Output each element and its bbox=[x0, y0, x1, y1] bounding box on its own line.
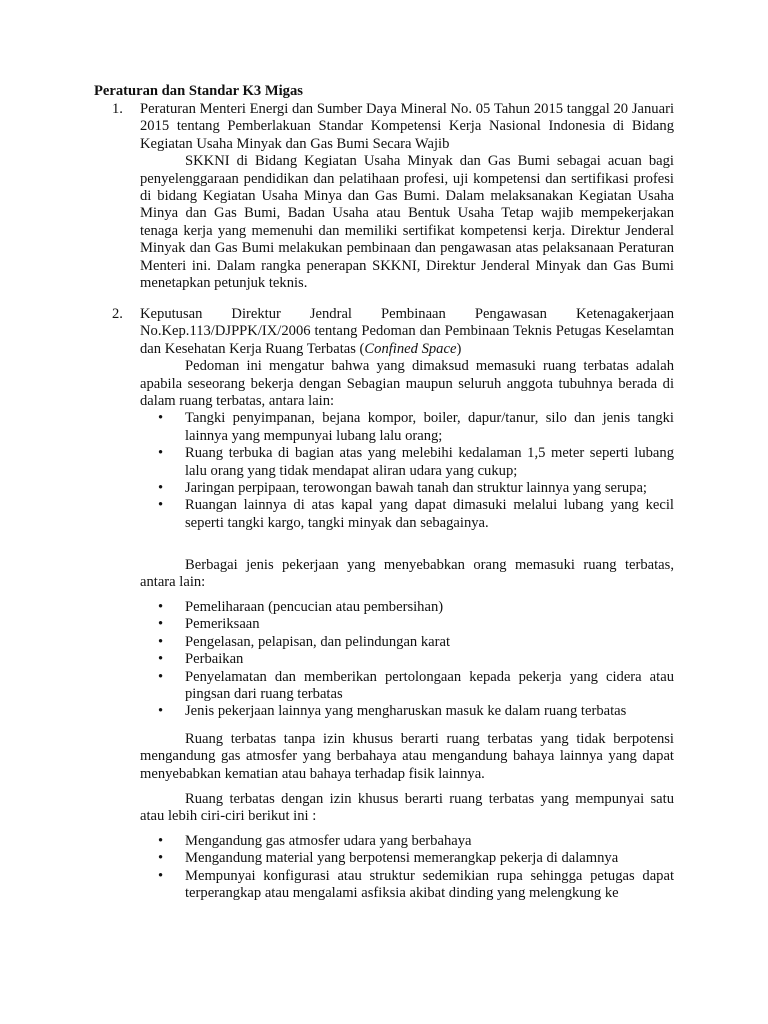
bullet-icon: • bbox=[158, 651, 164, 668]
heading-italic: Confined Space bbox=[364, 340, 457, 357]
item-1-heading: Peraturan Menteri Energi dan Sumber Daya Mineral No. 05 Tahun 2015 tanggal 20 Januari 2015 tentang Pemberlakuan Standar Kompetensi Kerja Nasional Indonesia di Bidang Kegiatan Usaha Minyak dan Gas Bumi Secara Wajib bbox=[140, 101, 674, 152]
bullet-list-3 bbox=[140, 833, 674, 903]
list-item-2 bbox=[112, 306, 674, 532]
list-item: • Penyelamatan dan memberikan pertolongaan kepada pekerja yang cidera atau pingsan dari ruang terbatas bbox=[158, 668, 674, 703]
list-item: • Jenis pekerjaan lainnya yang mengharuskan masuk ke dalam ruang terbatas bbox=[158, 703, 627, 720]
bullet-icon: • bbox=[158, 633, 164, 650]
heading-close: ) bbox=[456, 340, 462, 357]
list-item: • Pemeliharaan (pencucian atau pembersihan) bbox=[158, 599, 444, 615]
bullet-list-2 bbox=[140, 599, 674, 721]
bullet-icon: • bbox=[158, 668, 164, 685]
bullet-icon: • bbox=[158, 703, 164, 720]
bullet-icon: • bbox=[158, 410, 164, 427]
list-item: • Mempunyai konfigurasi atau struktur sedemikian rupa sehingga petugas dapat terperangkap atau mengalami asfiksia akibat dinding yang melengkung ke bbox=[158, 867, 674, 902]
heading-text: Keputusan Direktur Jendral Pembinaan Pengawasan Ketenagakerjaan No.Kep.113/DJPPK/IX/2006 tentang Pedoman dan Pembinaan Teknis Petugas Keselamtan dan Kesehatan Kerja Ruang Terbatas ( bbox=[140, 306, 674, 357]
item-2-paragraph-1: Pedoman ini mengatur bahwa yang dimaksud memasuki ruang terbatas adalah apabila seseorang bekerja dengan Sebagian maupun seluruh anggota tubuhnya berada di dalam ruang terbatas, antara lain: bbox=[140, 358, 674, 410]
bullet-list-3-wrap bbox=[140, 833, 674, 903]
document-title: Peraturan dan Standar K3 Migas bbox=[94, 83, 303, 99]
item-2-paragraph-3: Ruang terbatas tanpa izin khusus berarti ruang terbatas yang tidak berpotensi mengandung gas atmosfer yang berbahaya atau mengandung bahaya lainnya yang dapat menyebabkan kematian atau bahaya terhadap fisik lainnya. bbox=[140, 731, 674, 782]
bullet-icon: • bbox=[158, 480, 164, 497]
bullet-icon: • bbox=[158, 445, 164, 462]
item-number: 1. bbox=[112, 101, 123, 117]
list-item: • Mengandung gas atmosfer udara yang berbahaya bbox=[158, 833, 472, 849]
bullet-icon: • bbox=[158, 599, 164, 615]
list-item: • Ruang terbuka di bagian atas yang melebihi kedalaman 1,5 meter seperti lubang lalu orang yang tidak mendapat aliran udara yang cukup; bbox=[158, 445, 674, 479]
list-item: • Mengandung material yang berpotensi memerangkap pekerja di dalamnya bbox=[158, 850, 619, 867]
bullet-list-1 bbox=[140, 410, 674, 532]
list-item: • Pengelasan, pelapisan, dan pelindungan karat bbox=[158, 633, 451, 650]
bullet-icon: • bbox=[158, 833, 164, 849]
bullet-list-2-wrap bbox=[140, 599, 674, 721]
bullet-icon: • bbox=[158, 616, 164, 633]
list-item: • Tangki penyimpanan, bejana kompor, boiler, dapur/tanur, silo dan jenis tangki lainnya yang mempunyai lubang lalu orang; bbox=[158, 410, 674, 444]
item-2-paragraph-2: Berbagai jenis pekerjaan yang menyebabkan orang memasuki ruang terbatas, antara lain: bbox=[140, 557, 674, 591]
item-1-paragraph: SKKNI di Bidang Kegiatan Usaha Minyak dan Gas Bumi sebagai acuan bagi penyelenggaraan pendidikan dan pelatihaan profesi, uji kompetensi dan sertifikasi profesi di bidang Kegiatan Usaha Minya dan Gas Bumi. Dalam melaksanakan Kegiatan Usaha Minya dan Gas Bumi, Badan Usaha atau Bentuk Usaha Tetap wajib mempekerjakan tenaga kerja yang memenuhi dan memiliki sertifikat kompetensi kerja. Direktur Jenderal Minyak dan Gas Bumi melakukan pembinaan dan pengawasan atas pelaksanaan Peraturan Menteri ini. Dalam rangka penerapan SKKNI, Direktur Jenderal Minyak dan Gas Bumi menetapkan petunjuk teknis. bbox=[140, 153, 674, 292]
list-item: • Perbaikan bbox=[158, 651, 244, 668]
item-number: 2. bbox=[112, 306, 123, 322]
bullet-icon: • bbox=[158, 850, 164, 867]
bullet-icon: • bbox=[158, 867, 164, 884]
list-item: • Jaringan perpipaan, terowongan bawah tanah dan struktur lainnya yang serupa; bbox=[158, 480, 647, 497]
bullet-icon: • bbox=[158, 497, 164, 514]
list-item-1 bbox=[112, 101, 674, 292]
list-item: • Ruangan lainnya di atas kapal yang dapat dimasuki melalui lubang yang kecil seperti tangki kargo, tangki minyak dan sebagainya. bbox=[158, 497, 674, 531]
list-item: • Pemeriksaan bbox=[158, 616, 260, 633]
item-2-heading bbox=[140, 306, 674, 358]
item-2-paragraph-4: Ruang terbatas dengan izin khusus berarti ruang terbatas yang mempunyai satu atau lebih ciri-ciri berikut ini : bbox=[140, 791, 674, 825]
